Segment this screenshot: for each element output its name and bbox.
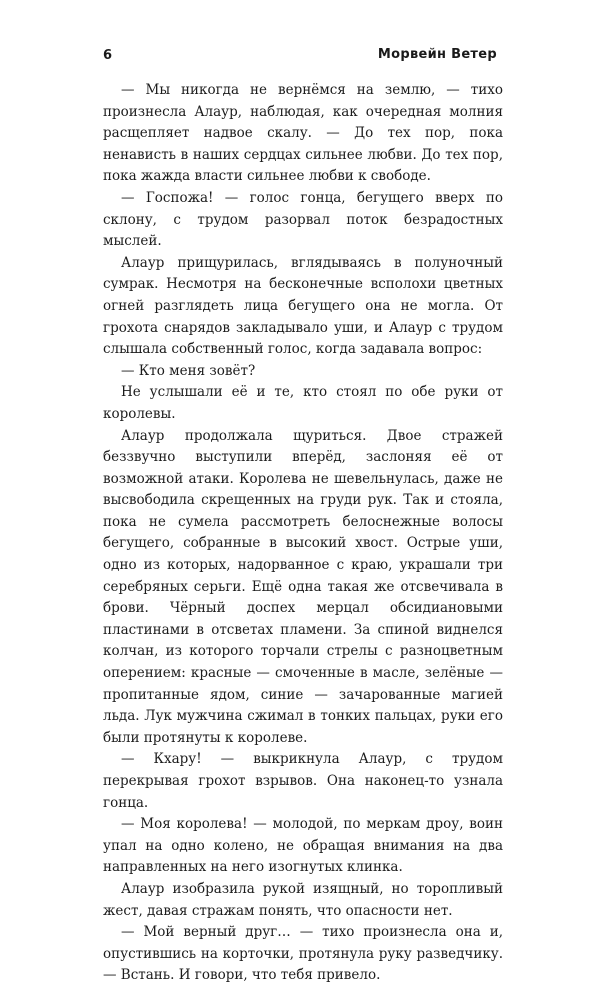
paragraph: Алаур прищурилась, вглядываясь в полуночный сумрак. Несмотря на бесконечные всполохи цветных огней разглядеть лица бегущего она не могла. От грохота снарядов закладывало уши, и Алаур с трудом слышала собственный голос, когда задавала вопрос:	[103, 254, 503, 358]
paragraph: — Госпожа! — голос гонца, бегущего вверх по склону, с трудом разорвал поток безрадостных мыслей.	[103, 189, 503, 250]
paragraph: Алаур продолжала щуриться. Двое стражей беззвучно выступили вперёд, заслоняя её от возможной атаки. Королева не шевельнулась, даже не высвободила скрещенных на груди рук. Так и стояла, пока не сумела рассмотреть белоснежные волосы бегущего, собранные в высокий хвост. Острые уши, одно из которых, надорванное с краю, украшали три серебряных серьги. Ещё одна такая же отсвечивала в брови. Чёрный доспех мерцал обсидиановыми пластинами в отсветах пламени. За спиной виднелся колчан, из которого торчали стрелы с разноцветным оперением: красные — смоченные в масле, зелёные — пропитанные ядом, синие — зачарованные магией льда. Лук мужчина сжимал в тонких пальцах, руки его были протянуты к королеве.	[103, 427, 503, 746]
paragraph: — Мой верный друг… — тихо произнесла она и, опустившись на корточки, протянула руку разведчику. — Встань. И говори, что тебя привело.	[103, 924, 503, 984]
text-block	[103, 80, 503, 987]
paragraph: Не услышали её и те, кто стоял по обе руки от королевы.	[103, 384, 503, 422]
paragraph: — Кхару! — выкрикнула Алаур, с трудом перекрывая грохот взрывов. Она наконец-то узнала гонца.	[103, 751, 503, 811]
paragraph: Алаур изобразила рукой изящный, но торопливый жест, давая стражам понять, что опасности нет.	[103, 880, 503, 919]
running-title: Морвейн Ветер	[377, 47, 497, 62]
page-number: 6	[103, 48, 113, 63]
paragraph: — Мы никогда не вернёмся на землю, — тихо произнесла Алаур, наблюдая, как очередная молния расщепляет надвое скалу. — До тех пор, пока ненависть в наших сердцах сильнее любви. До тех пор, пока жажда власти сильнее любви к свободе.	[103, 82, 503, 185]
paragraph: — Кто меня зовёт?	[121, 362, 256, 379]
paragraph: — Моя королева! — молодой, по меркам дроу, воин упал на одно колено, не обращая внимания на два направленных на него изогнутых клинка.	[103, 816, 503, 876]
